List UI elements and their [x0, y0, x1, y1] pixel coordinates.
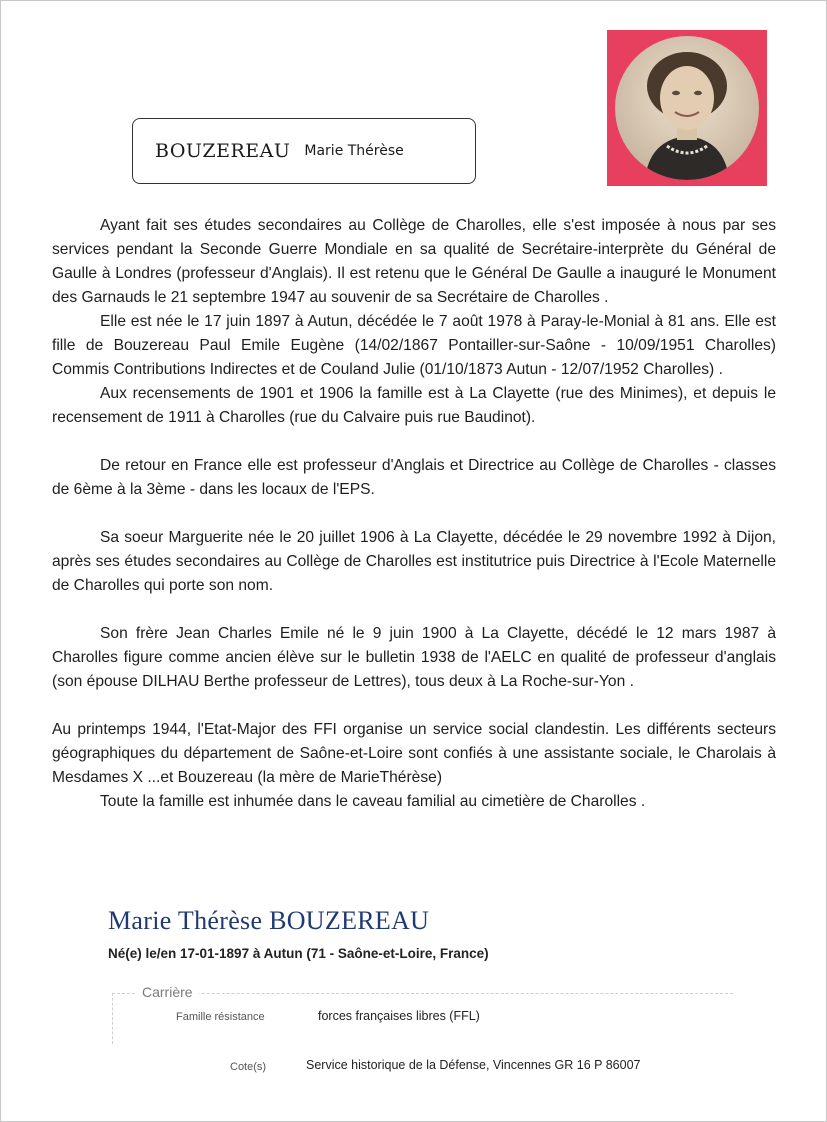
portrait-frame	[607, 30, 767, 186]
family-value: forces françaises libres (FFL)	[318, 1009, 480, 1023]
paragraph-birth: Elle est née le 17 juin 1897 à Autun, décédée le 7 août 1978 à Paray-le-Monial à 81 ans. Elle est fille de Bouzereau Paul Emile Eugène (14/02/1867 Pontailler-sur-Saône - 10/09/1951 Charolles) Commis Contributions Indirectes et de Couland Julie (01/10/1873 Autun - 12/07/1952 Charolles) .	[52, 313, 776, 378]
biography-text	[52, 214, 776, 814]
record-birth-line: Né(e) le/en 17-01-1897 à Autun (71 - Saône-et-Loire, France)	[108, 946, 489, 961]
paragraph-studies: Ayant fait ses études secondaires au Collège de Charolles, elle s'est imposée à nous par ses services pendant la Seconde Guerre Mondiale en sa qualité de Secrétaire-interprète du Général de Gaulle à Londres (professeur d'Anglais). Il est retenu que le Général De Gaulle a inauguré le Monument des Garnauds le 21 septembre 1947 au souvenir de sa Secrétaire de Charolles .	[52, 217, 776, 306]
record-name: Marie Thérèse BOUZEREAU	[108, 906, 430, 935]
paragraph-resistance: Au printemps 1944, l'Etat-Major des FFI organise un service social clandestin. Les différents secteurs géographiques du département de Saône-et-Loire sont confiés à une assistante sociale, le Charolais à Mesdames X ...et Bouzereau (la mère de MarieThérèse)	[52, 721, 776, 786]
paragraph-burial: Toute la famille est inhumée dans le caveau familial au cimetière de Charolles .	[100, 793, 646, 810]
paragraph-teaching: De retour en France elle est professeur d'Anglais et Directrice au Collège de Charolles - classes de 6ème à la 3ème - dans les locaux de l'EPS.	[52, 457, 776, 498]
paragraph-brother: Son frère Jean Charles Emile né le 9 juin 1900 à La Clayette, décédé le 12 mars 1987 à Charolles figure comme ancien élève sur le bulletin 1938 de l'AELC en qualité de professeur d'anglais (son épouse DILHAU Berthe professeur de Lettres), tous deux à La Roche-sur-Yon .	[52, 625, 776, 690]
given-names: Marie Thérèse	[304, 143, 404, 159]
name-box	[132, 118, 476, 184]
cote-label: Cote(s)	[230, 1061, 267, 1073]
paragraph-census: Aux recensements de 1901 et 1906 la famille est à La Clayette (rue des Minimes), et depuis le recensement de 1911 à Charolles (rue du Calvaire puis rue Baudinot).	[52, 385, 776, 426]
cote-value: Service historique de la Défense, Vincennes GR 16 P 86007	[306, 1058, 641, 1072]
portrait-photo-icon	[615, 36, 759, 180]
surname: BOUZEREAU	[155, 140, 291, 162]
archive-record	[108, 906, 748, 961]
family-label: Famille résistance	[176, 1011, 265, 1023]
career-legend: Carrière	[136, 984, 199, 1000]
paragraph-sister: Sa soeur Marguerite née le 20 juillet 1906 à La Clayette, décédée le 29 novembre 1992 à Dijon, après ses études secondaires au Collège de Charolles est institutrice puis Directrice à l'Ecole Maternelle de Charolles qui porte son nom.	[52, 529, 776, 594]
